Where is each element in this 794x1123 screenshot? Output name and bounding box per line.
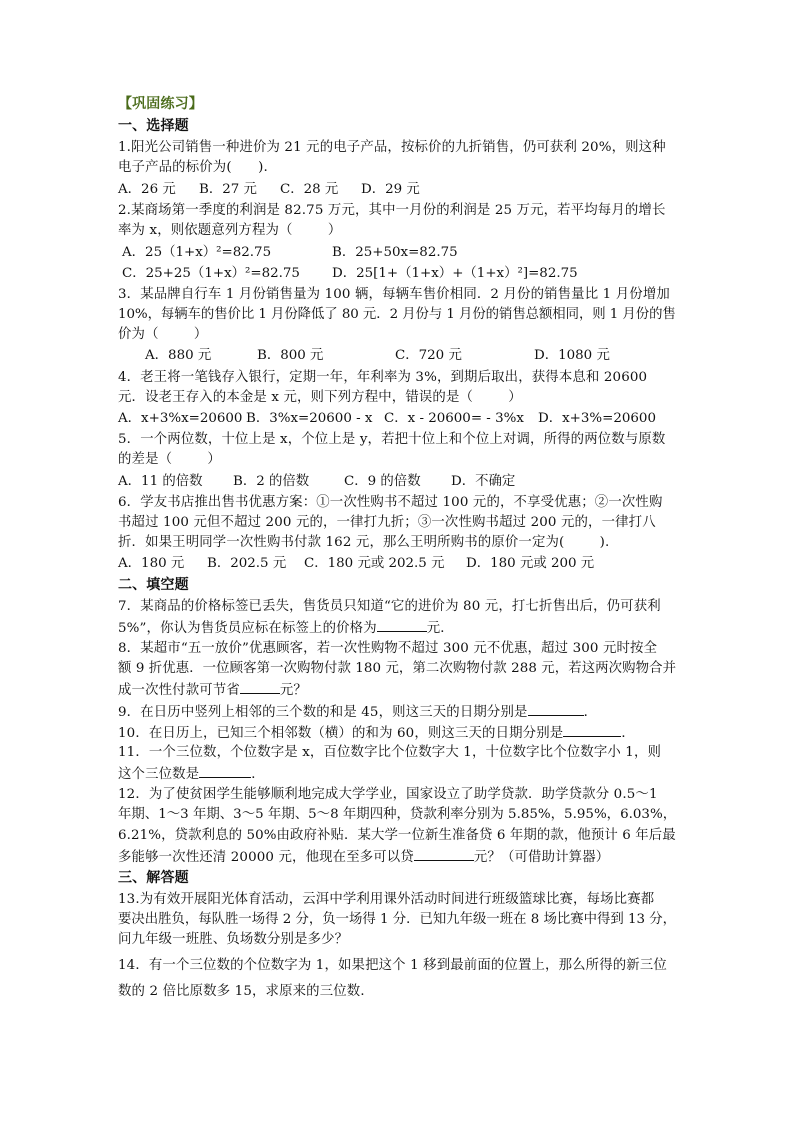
q12-line2: 年期、1～3 年期、3～5 年期、5～8 年期四种，贷款利率分别为 5.85%，5.95%，6.03%， — [118, 807, 677, 822]
q6-option-b: B．202.5 元 — [207, 556, 287, 571]
q7-answer-blank — [377, 619, 427, 632]
q4-option-b: B．3%x=20600 - x — [246, 411, 373, 426]
q3-option-a: A．880 元 — [145, 348, 212, 363]
q4-line1: 4．老王将一笔钱存入银行，定期一年，年利率为 3%，到期后取出，获得本息和 20600 — [118, 370, 648, 385]
q1-line2: 电子产品的标价为( ). — [118, 160, 268, 175]
q13-line1: 13.为有效开展阳光体育活动，云洱中学利用课外活动时间进行班级篮球比赛，每场比赛都 — [118, 892, 655, 907]
q5-option-b: B．2 的倍数 — [233, 474, 310, 489]
q5-line1: 5．一个两位数，十位上是 x，个位上是 y，若把十位上和个位上对调，所得的两位数与原数 — [118, 432, 666, 447]
q6-line1: 6．学友书店推出售书优惠方案：①一次性购书不超过 100 元的，不享受优惠；②一次性购 — [118, 495, 663, 510]
q3-line3: 价为（ ） — [118, 327, 208, 342]
q14-line1: 14．有一个三位数的个位数字为 1，如果把这个 1 移到最前面的位置上，那么所得的新三位 — [118, 958, 667, 973]
q9-line — [118, 703, 597, 721]
q6-option-a: A．180 元 — [118, 556, 185, 571]
q3-option-b: B．800 元 — [257, 348, 324, 363]
q10-answer-blank — [563, 724, 621, 737]
q14-line2: 数的 2 倍比原数多 15，求原来的三位数． — [118, 984, 374, 999]
q6-option-c: C．180 元或 202.5 元 — [304, 556, 445, 571]
q4-option-d: D．x+3%=20600 — [538, 411, 656, 426]
part3-heading: 三、解答题 — [118, 870, 189, 886]
q4-line2: 元．设老王存入的本金是 x 元，则下列方程中，错误的是（ ） — [118, 390, 522, 405]
q5-option-d: D．不确定 — [451, 474, 516, 489]
q11-text-before: 这个三位数是 — [118, 767, 200, 782]
q6-option-d: D．180 元或 200 元 — [466, 556, 595, 571]
q1-option-b: B．27 元 — [199, 182, 257, 197]
q9-answer-blank — [528, 703, 584, 716]
q2-option-b: B．25+50x=82.75 — [332, 245, 458, 260]
q7-line2 — [118, 619, 454, 637]
q1-option-c: C．28 元 — [280, 182, 339, 197]
q3-option-d: D．1080 元 — [534, 348, 610, 363]
q4-option-a: A．x+3%x=20600 — [118, 411, 243, 426]
q13-line3: 问九年级一班胜、负场数分别是多少？ — [118, 932, 349, 947]
q2-option-d: D．25[1+（1+x）+（1+x）²]=82.75 — [332, 266, 578, 281]
q12-answer-blank — [414, 848, 474, 861]
q8-answer-blank — [240, 681, 280, 694]
q10-line — [118, 724, 635, 742]
q4-option-c: C．x - 20600= - 3%x — [384, 411, 524, 426]
q3-line2: 10%，每辆车的售价比 1 月份降低了 80 元．2 月份与 1 月份的销售总额相同，则 1 月份的售 — [118, 307, 676, 322]
q10-text-before: 10．在日历上，已知三个相邻数（横）的和为 60，则这三天的日期分别是 — [118, 726, 564, 741]
q12-text-after: 元？（可借助计算器） — [473, 850, 610, 865]
q2-option-c: C．25+25（1+x）²=82.75 — [122, 266, 300, 281]
q8-line1: 8．某超市“五一放价”优惠顾客，若一次性购物不超过 300 元不优惠，超过 300 元时按全 — [118, 641, 658, 656]
q10-text-after: ． — [621, 726, 635, 741]
q8-line2: 额 9 折优惠．一位顾客第一次购物付款 180 元，第二次购物付款 288 元，若这两次购物合并 — [118, 661, 677, 676]
q11-text-after: ． — [251, 767, 265, 782]
q2-option-a: A．25（1+x）²=82.75 — [122, 245, 272, 260]
q5-option-c: C．9 的倍数 — [344, 474, 421, 489]
q1-option-a: A．26 元 — [118, 182, 176, 197]
section-title: 【巩固练习】 — [118, 96, 203, 112]
q6-line2: 书超过 100 元但不超过 200 元的，一律打九折；③一次性购书超过 200 元的，一律打八 — [118, 515, 656, 530]
q9-text-before: 9．在日历中竖列上相邻的三个数的和是 45，则这三天的日期分别是 — [118, 705, 528, 720]
q8-text-after: 元？ — [279, 683, 307, 698]
q11-line1: 11．一个三位数，个位数字是 x，百位数字比个位数字大 1，十位数字比个位数字小 1，则 — [118, 745, 662, 760]
q11-line2 — [118, 765, 265, 783]
part1-heading: 一、选择题 — [118, 118, 189, 134]
q3-line1: 3．某品牌自行车 1 月份销售量为 100 辆，每辆车售价相同．2 月份的销售量比 1 月份增加 — [118, 287, 670, 302]
part2-heading: 二、填空题 — [118, 577, 189, 593]
q5-option-a: A．11 的倍数 — [118, 474, 203, 489]
q7-text-after: 元． — [426, 621, 454, 636]
q5-line2: 的差是（ ） — [118, 452, 221, 467]
q7-line1: 7．某商品的价格标签已丢失，售货员只知道“它的进价为 80 元，打七折售出后，仍可获利 — [118, 599, 661, 614]
q12-text-before: 多能够一次性还清 20000 元，他现在至多可以贷 — [118, 850, 414, 865]
q7-text-before: 5%”，你认为售货员应标在标签上的价格为 — [118, 621, 377, 636]
q2-line2: 率为 x，则依题意列方程为（ ） — [118, 223, 342, 238]
q12-line3: 6.21%，贷款利息的 50%由政府补贴．某大学一位新生准备贷 6 年期的款，他预计 6 年后最 — [118, 828, 676, 843]
q2-line1: 2.某商场第一季度的利润是 82.75 万元，其中一月份的利润是 25 万元，若平均每月的增长 — [118, 203, 666, 218]
q12-line1: 12．为了使贫困学生能够顺利地完成大学学业，国家设立了助学贷款．助学贷款分 0.5～1 — [118, 787, 658, 802]
q9-text-after: ． — [583, 705, 598, 720]
q1-option-d: D．29 元 — [361, 182, 420, 197]
q8-text-before: 成一次性付款可节省 — [118, 683, 240, 698]
q11-answer-blank — [199, 765, 251, 778]
q1-line1: 1.阳光公司销售一种进价为 21 元的电子产品，按标价的九折销售，仍可获利 20%，则这种 — [118, 140, 666, 155]
q8-line3 — [118, 681, 307, 699]
q12-line4 — [118, 848, 609, 866]
q3-option-c: C．720 元 — [395, 348, 462, 363]
q13-line2: 要决出胜负，每队胜一场得 2 分，负一场得 1 分．已知九年级一班在 8 场比赛中得到 13 分， — [118, 912, 677, 927]
q6-line3: 折．如果王明同学一次性购书付款 162 元，那么王明所购书的原价一定为( ). — [118, 535, 610, 550]
